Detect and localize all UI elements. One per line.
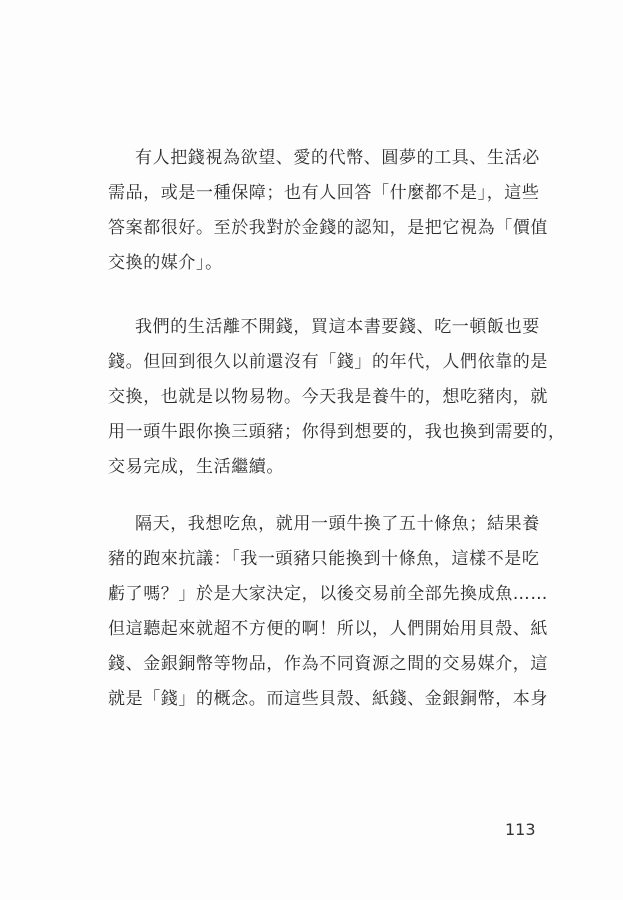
text-line: 交換，也就是以物易物。今天我是養牛的，想吃豬肉，就 — [108, 387, 548, 407]
text-line: 就是「錢」的概念。而這些貝殼、紙錢、金銀銅幣，本身 — [108, 689, 548, 709]
text-line: 有人把錢視為欲望、愛的代幣、圓夢的工具、生活必 — [135, 148, 540, 168]
text-line: 錢、金銀銅幣等物品，作為不同資源之間的交易媒介，這 — [108, 654, 548, 674]
text-line: 答案都很好。至於我對於金錢的認知，是把它視為「價值 — [108, 218, 548, 238]
page-number: 113 — [505, 820, 536, 839]
paragraph-1 — [108, 141, 548, 281]
paragraph-2 — [108, 310, 566, 485]
text-line: 用一頭牛跟你換三頭豬；你得到想要的，我也換到需要的， — [108, 422, 566, 442]
text-line: 交換的媒介」。 — [108, 253, 223, 273]
text-line: 需品，或是一種保障；也有人回答「什麼都不是」，這些 — [108, 183, 540, 203]
paragraph-3 — [108, 507, 548, 717]
text-line: 虧了嗎？」於是大家決定，以後交易前全部先換成魚…… — [108, 584, 548, 604]
text-line: 交易完成，生活繼續。 — [108, 457, 284, 477]
text-line: 豬的跑來抗議：「我一頭豬只能換到十條魚，這樣不是吃 — [108, 549, 540, 569]
text-line: 錢。但回到很久以前還沒有「錢」的年代，人們依靠的是 — [108, 352, 548, 372]
text-line: 我們的生活離不開錢，買這本書要錢、吃一頓飯也要 — [135, 317, 540, 337]
text-line: 但這聽起來就超不方便的啊！所以，人們開始用貝殼、紙 — [108, 619, 548, 639]
text-line: 隔天，我想吃魚，就用一頭牛換了五十條魚；結果養 — [135, 514, 540, 534]
